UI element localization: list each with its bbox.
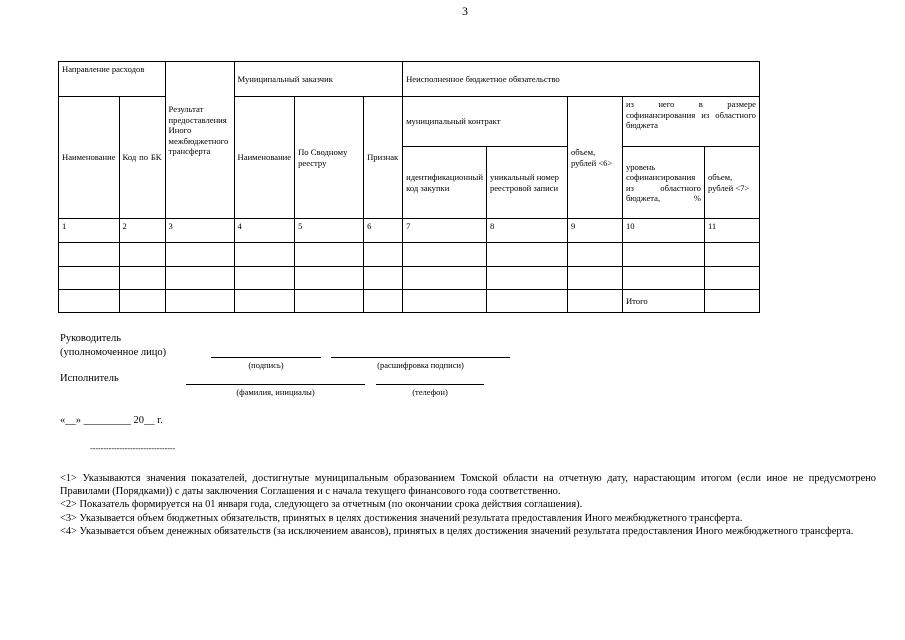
col-number: 7 [403,219,487,243]
col-number: 9 [567,219,622,243]
header-customer: Муниципальный заказчик [234,62,403,97]
header-register-number: уникальный номер реестровой записи [486,147,567,219]
col-number: 3 [165,219,234,243]
footnotes [60,472,876,538]
col-number: 6 [364,219,403,243]
header-kbk: Код по БК [119,97,165,219]
caption-signature: (подпись) [248,360,284,370]
header-cofinancing-level: уровень софинансирования из областного бюджета, % [622,147,704,219]
header-result: Результат предоставления Иного межбюджетного трансферта [165,62,234,219]
footnote: <4> Указывается объем денежных обязательств (за исключением авансов), принятых в целях достижения значений результата предоставления Иного межбюджетного трансферта. [60,525,854,537]
col-number: 8 [486,219,567,243]
footnote-separator: -------------------------------- [90,444,176,453]
caption-name: (фамилия, инициалы) [236,387,315,397]
col-number: 2 [119,219,165,243]
header-obligation: Неисполненное бюджетное обязательство [403,62,760,97]
decoding-line [331,357,510,358]
head-label: Руководитель [60,333,121,344]
header-sign: Признак [364,97,403,219]
page-number: 3 [462,4,468,18]
col-number: 1 [59,219,120,243]
signature-line [211,357,321,358]
header-purchase-id: идентификационный код закупки [403,147,487,219]
footnote: <3> Указывается объем бюджетных обязательств, принятых в целях достижения значений результата предоставления Иного межбюджетного трансферта. [60,512,743,524]
footnote: <2> Показатель формируется на 01 января года, следующего за отчетным (по окончании срока действия соглашения). [60,499,583,511]
total-row [59,290,760,313]
table-row [59,243,760,267]
table-row [59,267,760,290]
header-cofinancing: из него в размере софинансирования из областного бюджета [622,97,759,147]
header-name: Наименование [59,97,120,219]
report-table [58,61,760,313]
header-volume: объем, рублей <6> [567,97,622,219]
header-consolidated-register: По Сводному реестру [295,97,364,219]
date-line: «__» _________ 20__ г. [60,415,163,426]
header-cofinancing-volume: объем, рублей <7> [704,147,759,219]
col-number: 4 [234,219,295,243]
name-line [186,384,365,385]
header-customer-name: Наименование [234,97,295,219]
header-direction: Направление расходов [59,62,166,97]
caption-phone: (телефон) [412,387,448,397]
head-authorized-label: (уполномоченное лицо) [60,347,167,358]
col-number: 10 [622,219,704,243]
phone-line [376,384,484,385]
col-number: 11 [704,219,759,243]
executor-label: Исполнитель [60,373,119,384]
caption-decoding: (расшифровка подписи) [377,360,464,370]
total-label: Итого [622,290,704,313]
header-contract: муниципальный контракт [403,97,568,147]
column-number-row [59,219,760,243]
footnote: <1> Указываются значения показателей, достигнутые муниципальным образованием Томской области на отчетную дату, нарастающим итогом (если иное не предусмотрено Правилами (Порядками)) с даты заключения Соглашения и с начала текущего финансового года соответственно. [60,473,876,498]
col-number: 5 [295,219,364,243]
